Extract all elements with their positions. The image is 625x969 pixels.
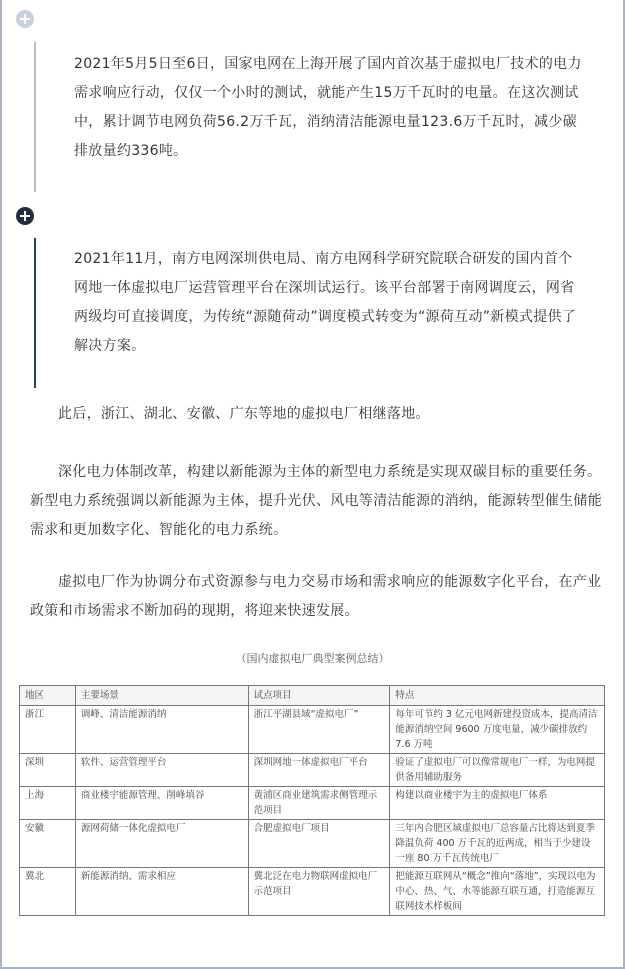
timeline-entry-text: 2021年11月，南方电网深圳供电局、南方电网科学研究院联合研发的国内首个网地一体虚拟电厂运营管理平台在深圳试运行。该平台部署于南网调度云，网省两级均可直接调度，为传统“源随荷动”调度模式转变为“源荷互动”新模式提供了解决方案。 <box>74 251 577 354</box>
table-cell: 冀北泛在电力物联网虚拟电厂示范项目 <box>248 868 390 916</box>
case-summary-table <box>19 685 605 916</box>
column-header: 试点项目 <box>248 686 390 706</box>
table-cell: 新能源消纳、需求相应 <box>75 868 248 916</box>
table-cell: 安徽 <box>20 820 76 868</box>
table-cell: 深圳 <box>20 754 76 787</box>
table-cell: 冀北 <box>20 868 76 916</box>
table-row <box>20 787 605 820</box>
body-paragraph: 深化电力体制改革，构建以新能源为主体的新型电力系统是实现双碳目标的重要任务。新型电力系统强调以新能源为主体，提升光伏、风电等清洁能源的消纳，能源转型催生储能需求和更加数字化、智能化的电力系统。 <box>30 464 602 538</box>
table-cell: 商业楼宇能源管理、削峰填谷 <box>75 787 248 820</box>
table-cell: 黄浦区商业建筑需求侧管理示范项目 <box>248 787 390 820</box>
table-cell: 合肥虚拟电厂项目 <box>248 820 390 868</box>
table-row <box>20 754 605 787</box>
plus-circle-icon <box>16 10 34 28</box>
table-cell: 把能源互联网从“概念”推向“落地”，实现以电为中心、热、气、水等能源互联互通，打造能源互联网技术样板间 <box>390 868 605 916</box>
table-cell: 浙江平湖县域“虚拟电厂” <box>248 706 390 754</box>
table-cell: 软件、运营管理平台 <box>75 754 248 787</box>
table-cell: 每年可节约 3 亿元电网新建投资成本，提高清洁能源消纳空间 9600 万度电量，减少碳排放约 7.6 万吨 <box>390 706 605 754</box>
table-caption: （国内虚拟电厂典型案例总结） <box>235 652 390 665</box>
table-row <box>20 868 605 916</box>
timeline-line <box>34 238 36 388</box>
table-cell: 源网荷储一体化虚拟电厂 <box>75 820 248 868</box>
column-header: 主要场景 <box>75 686 248 706</box>
timeline-entry-text: 2021年5月5日至6日，国家电网在上海开展了国内首次基于虚拟电厂技术的电力需求响应行动，仅仅一个小时的测试，就能产生15万千瓦时的电量。在这次测试中，累计调节电网负荷56.2万千瓦，消纳清洁能源电量123.6万千瓦时，减少碳排放量约336吨。 <box>74 56 582 159</box>
table-cell: 验证了虚拟电厂可以像常规电厂一样，为电网提供备用辅助服务 <box>390 754 605 787</box>
column-header: 特点 <box>390 686 605 706</box>
table-cell: 浙江 <box>20 706 76 754</box>
table-cell: 三年内合肥区域虚拟电厂总容量占比将达到夏季降温负荷 400 万千瓦的近两成，相当于少建设一座 80 万千瓦传统电厂 <box>390 820 605 868</box>
body-paragraph: 此后，浙江、湖北、安徽、广东等地的虚拟电厂相继落地。 <box>58 406 430 422</box>
table-cell: 深圳网地一体虚拟电厂平台 <box>248 754 390 787</box>
table-header-row <box>20 686 605 706</box>
table-row <box>20 706 605 754</box>
table-cell: 构建以商业楼宇为主的虚拟电厂体系 <box>390 787 605 820</box>
body-paragraph: 虚拟电厂作为协调分布式资源参与电力交易市场和需求响应的能源数字化平台，在产业政策和市场需求不断加码的现期，将迎来快速发展。 <box>30 574 602 619</box>
column-header: 地区 <box>20 686 76 706</box>
plus-circle-icon <box>16 207 34 225</box>
table-cell: 上海 <box>20 787 76 820</box>
table-row <box>20 820 605 868</box>
table-cell: 调峰、清洁能源消纳 <box>75 706 248 754</box>
timeline-line <box>34 42 36 192</box>
